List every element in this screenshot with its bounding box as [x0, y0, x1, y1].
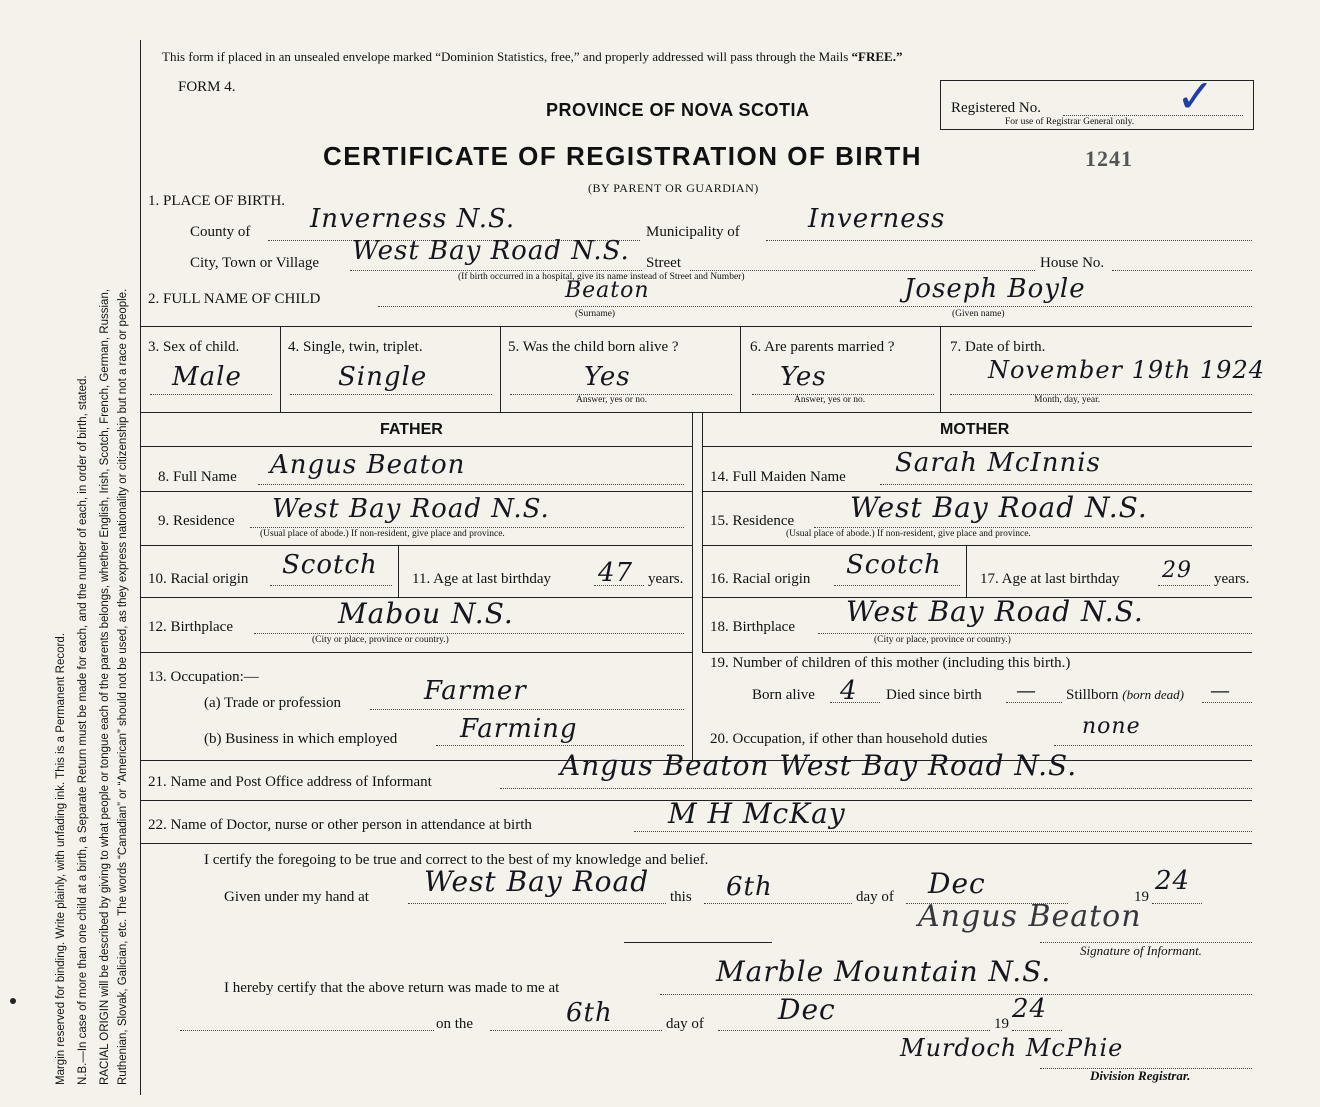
form-number: FORM 4.	[178, 79, 236, 95]
subtitle: (BY PARENT OR GUARDIAN)	[588, 181, 759, 195]
mother-birthplace-line	[818, 633, 1252, 634]
margin-note-racial-origin: RACIAL ORIGIN will be described by giving to what people or tongue each of the parents belongs, whether English, Irish, Scotch, French, German, Russian,	[99, 288, 111, 1085]
father-name-label: 8. Full Name	[158, 469, 237, 485]
died-since-birth-value: —	[1016, 678, 1037, 702]
certificate-title: CERTIFICATE OF REGISTRATION OF BIRTH	[323, 141, 923, 171]
father-birthplace-caption: (City or place, province or country.)	[312, 635, 449, 645]
father-residence-line	[250, 527, 684, 528]
mother-residence-caption: (Usual place of abode.) If non-resident, give place and province.	[786, 529, 1031, 539]
hospital-note: (If birth occurred in a hospital, give its name instead of Street and Number)	[458, 272, 745, 282]
doctor-value: M H McKay	[668, 797, 846, 830]
father-name-value: Angus Beaton	[270, 450, 466, 480]
city-label: City, Town or Village	[190, 255, 320, 271]
married-label: 6. Are parents married ?	[750, 339, 895, 355]
return-place-value: Marble Mountain N.S.	[716, 955, 1052, 988]
father-trade-value: Farmer	[424, 676, 527, 706]
province-heading: PROVINCE OF NOVA SCOTIA	[546, 100, 810, 120]
county-value: Inverness N.S.	[310, 204, 516, 234]
stillborn-note: (born dead)	[1122, 687, 1185, 702]
father-racial-divider	[398, 545, 399, 597]
municipality-label: Municipality of	[646, 224, 740, 240]
mother-age-label: 17. Age at last birthday	[980, 571, 1120, 587]
father-residence-label: 9. Residence	[158, 513, 235, 529]
return-day-of-label: day of	[666, 1016, 704, 1032]
given-place-line	[408, 903, 666, 904]
given-year-value: 24	[1155, 866, 1191, 896]
row3-divider-4	[940, 326, 941, 412]
stillborn-label	[1066, 688, 1184, 703]
doctor-line	[634, 831, 1252, 832]
dob-value: November 19th 1924	[988, 356, 1265, 384]
postal-note	[162, 50, 902, 63]
mother-heading-rule	[702, 446, 1252, 447]
father-heading-rule	[140, 446, 692, 447]
municipality-line	[766, 240, 1252, 241]
mother-racial-divider	[966, 545, 967, 597]
mother-row-rule-4	[702, 652, 1252, 653]
checkmark: ✓	[1176, 69, 1216, 123]
house-number-line	[1112, 270, 1252, 271]
died-since-birth-label: Died since birth	[886, 687, 982, 703]
father-row-rule-2	[140, 545, 692, 546]
father-residence-value: West Bay Road N.S.	[272, 494, 550, 524]
given-year-prefix: 19	[1134, 889, 1149, 905]
given-year-line	[1152, 903, 1202, 904]
mother-occupation-line	[1054, 745, 1252, 746]
informant-signature-caption: Signature of Informant.	[1080, 943, 1202, 958]
mother-occupation-label: 20. Occupation, if other than household duties	[710, 731, 988, 747]
margin-note-multiple-births: N.B.—In case of more than one child at a birth, a Separate Return must be made for each, and the number of each, in order of birth, stated.	[77, 375, 89, 1085]
informant-signature: Angus Beaton	[918, 899, 1142, 934]
informant-value: Angus Beaton West Bay Road N.S.	[560, 749, 1078, 782]
street-label: Street	[646, 255, 681, 271]
plurality-line	[290, 394, 492, 395]
mother-row-rule-2	[702, 545, 1252, 546]
given-day-value: 6th	[726, 872, 773, 902]
mother-birthplace-value: West Bay Road N.S.	[846, 595, 1144, 628]
margin-note-binding: Margin reserved for binding. Write plainly, with unfading ink. This is a Permanent Record.	[55, 633, 67, 1085]
return-day-value: 6th	[566, 998, 613, 1028]
father-business-label: (b) Business in which employed	[204, 731, 398, 747]
certificate-number: 1241	[1085, 146, 1133, 171]
married-caption: Answer, yes or no.	[794, 395, 866, 405]
return-label: I hereby certify that the above return was made to me at	[224, 980, 560, 996]
postal-note-text: This form if placed in an unsealed envelope marked “Dominion Statistics, free,” and properly addressed will pass through the Mails	[162, 49, 852, 64]
father-residence-caption: (Usual place of abode.) If non-resident, give place and province.	[260, 529, 505, 539]
mother-age-line	[1158, 585, 1210, 586]
county-label: County of	[190, 224, 251, 240]
mother-birthplace-label: 18. Birthplace	[710, 619, 795, 635]
sex-line	[150, 394, 272, 395]
city-value: West Bay Road N.S.	[352, 236, 630, 266]
father-age-label: 11. Age at last birthday	[412, 571, 551, 587]
mother-occupation-value: none	[1082, 714, 1141, 739]
mother-racial-line	[834, 585, 960, 586]
mother-left-border	[702, 412, 703, 652]
father-racial-label: 10. Racial origin	[148, 571, 249, 587]
father-row-rule-1	[140, 491, 692, 492]
mother-residence-line	[814, 527, 1252, 528]
child-surname-value: Beaton	[565, 278, 650, 303]
doctor-label: 22. Name of Doctor, nurse or other person in attendance at birth	[148, 817, 532, 833]
street-line	[690, 270, 1035, 271]
stillborn-text: Stillborn	[1066, 687, 1119, 703]
return-on-the-label: on the	[436, 1016, 474, 1032]
father-business-line	[436, 745, 684, 746]
return-place-line	[660, 994, 1252, 995]
return-year-prefix: 19	[994, 1016, 1009, 1032]
mother-residence-label: 15. Residence	[710, 513, 795, 529]
mother-birthplace-caption: (City or place, province or country.)	[874, 635, 1011, 645]
postal-note-free: “FREE.”	[851, 49, 903, 64]
born-alive-label: Born alive	[752, 687, 815, 703]
stillborn-value: —	[1210, 678, 1231, 702]
father-right-border	[692, 412, 693, 760]
registered-line	[1063, 115, 1243, 116]
given-place-value: West Bay Road	[424, 865, 650, 898]
sex-label: 3. Sex of child.	[148, 339, 240, 355]
house-number-label: House No.	[1040, 255, 1105, 271]
father-years-label: years.	[648, 571, 684, 587]
return-day-line	[490, 1030, 662, 1031]
father-age-value: 47	[598, 558, 634, 588]
father-birthplace-label: 12. Birthplace	[148, 619, 233, 635]
father-birthplace-value: Mabou N.S.	[338, 597, 514, 630]
given-day-of-label: day of	[856, 889, 894, 905]
mother-residence-value: West Bay Road N.S.	[850, 491, 1148, 524]
return-year-line	[1012, 1030, 1062, 1031]
certification-divider	[624, 942, 772, 943]
stillborn-line	[1202, 702, 1252, 703]
mother-racial-value: Scotch	[846, 550, 942, 580]
registered-box	[940, 69, 1254, 130]
given-month-value: Dec	[928, 867, 986, 900]
child-name-line	[378, 306, 1252, 307]
mother-name-label: 14. Full Maiden Name	[710, 469, 846, 485]
mother-racial-label: 16. Racial origin	[710, 571, 811, 587]
father-racial-line	[270, 585, 392, 586]
mother-age-value: 29	[1162, 558, 1192, 583]
row3-divider-2	[500, 326, 501, 412]
registrar-signature: Murdoch McPhie	[900, 1034, 1124, 1062]
given-under-label: Given under my hand at	[224, 889, 369, 905]
return-month-value: Dec	[778, 993, 836, 1026]
father-trade-label: (a) Trade or profession	[204, 695, 342, 711]
child-given-caption: (Given name)	[952, 309, 1005, 319]
married-value: Yes	[780, 362, 827, 392]
father-trade-line	[370, 709, 684, 710]
row3-top-border	[140, 326, 1252, 327]
father-name-line	[258, 484, 684, 485]
plurality-label: 4. Single, twin, triplet.	[288, 339, 423, 355]
registrar-caption: Division Registrar.	[1090, 1068, 1191, 1083]
registered-label: Registered No.	[951, 100, 1041, 116]
informant-label: 21. Name and Post Office address of Informant	[148, 774, 432, 790]
alive-label: 5. Was the child born alive ?	[508, 339, 679, 355]
certify-statement: I certify the foregoing to be true and correct to the best of my knowledge and belief.	[204, 852, 709, 868]
row3-divider-3	[740, 326, 741, 412]
dob-caption: Month, day, year.	[1034, 395, 1101, 405]
doctor-bottom-rule	[140, 843, 1252, 844]
return-year-value: 24	[1012, 994, 1048, 1024]
born-alive-value: 4	[840, 676, 858, 706]
row3-divider-1	[280, 326, 281, 412]
place-of-birth-heading: 1. PLACE OF BIRTH.	[148, 193, 286, 209]
return-month-line	[718, 1030, 990, 1031]
child-name-label: 2. FULL NAME OF CHILD	[148, 291, 321, 307]
father-occupation-label: 13. Occupation:—	[148, 669, 259, 685]
margin-note-racial-origin-2: Ruthenian, Slovak, Galician, etc. The words “Canadian” or “American” should not be used, as they express nationality or citizenship but not a race or people.	[117, 288, 129, 1085]
registrar-note: For use of Registrar General only.	[1005, 117, 1135, 127]
municipality-value: Inverness	[808, 204, 946, 234]
father-business-value: Farming	[460, 714, 578, 744]
return-on-line-left	[180, 1030, 434, 1031]
plurality-value: Single	[338, 362, 428, 392]
mother-years-label: years.	[1214, 571, 1250, 587]
margin-binding-mark	[10, 998, 16, 1004]
informant-line	[500, 788, 1252, 789]
alive-value: Yes	[584, 362, 631, 392]
city-line	[350, 270, 642, 271]
alive-caption: Answer, yes or no.	[576, 395, 648, 405]
given-this-label: this	[670, 889, 692, 905]
father-birthplace-line	[254, 633, 684, 634]
father-heading: FATHER	[380, 421, 443, 438]
child-given-value: Joseph Boyle	[904, 274, 1086, 304]
father-row-rule-4	[140, 652, 692, 653]
dob-line	[950, 394, 1252, 395]
given-day-line	[704, 903, 852, 904]
mother-children-label: 19. Number of children of this mother (including this birth.)	[710, 655, 1071, 671]
mother-name-line	[880, 484, 1252, 485]
sex-value: Male	[172, 362, 242, 392]
mother-name-value: Sarah McInnis	[895, 448, 1101, 478]
dob-label: 7. Date of birth.	[950, 339, 1046, 355]
father-racial-value: Scotch	[282, 550, 378, 580]
mother-heading: MOTHER	[940, 421, 1010, 438]
died-since-birth-line	[1006, 702, 1062, 703]
child-surname-caption: (Surname)	[575, 309, 616, 319]
